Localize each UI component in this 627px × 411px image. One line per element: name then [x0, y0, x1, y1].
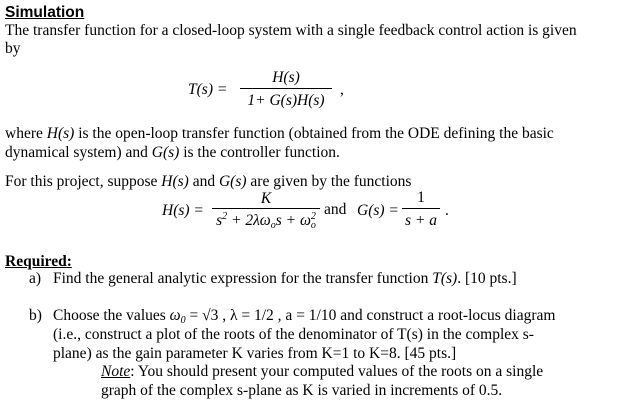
item-a-t: T(s) [432, 270, 458, 287]
item-b-values: = √3 , λ = 1/2 , a = 1/10 [189, 307, 337, 324]
project-line [5, 172, 411, 191]
where-line-1 [5, 124, 554, 143]
eq-t-numerator: H(s) [272, 69, 300, 86]
required-heading: Required: [5, 253, 72, 270]
project-text-2: and [188, 173, 219, 190]
item-a-body: Find the general analytic expression for the transfer function [53, 270, 429, 287]
item-b-text-2: and construct a root-locus diagram [340, 307, 556, 324]
where-h: H(s) [46, 125, 75, 142]
eq-h-fraction-bar [212, 208, 320, 209]
eq-g-period: . [445, 202, 449, 219]
item-b-text: Choose the values [53, 307, 166, 324]
project-text: For this project, suppose [5, 173, 162, 190]
section-heading: Simulation [5, 4, 85, 21]
eq-t-lhs: T(s) = [188, 81, 228, 98]
eq-t-comma: , [340, 81, 344, 98]
intro-line-1: The transfer function for a closed-loop system with a single feedback control action is given [5, 22, 577, 39]
eq-t-fraction-bar [240, 88, 332, 89]
eq-h-lhs: H(s) = [162, 202, 204, 219]
project-text-3: are given by the functions [246, 173, 412, 190]
where-text: where [5, 125, 47, 142]
where-text-4: is the controller function. [179, 144, 340, 161]
omega-symbol: $\omega_0$ [169, 307, 186, 326]
item-b-label: b) [29, 307, 42, 324]
where-text-2: is the open-loop transfer function (obtained from the ODE defining the basic [74, 125, 554, 142]
item-a-text [53, 269, 517, 288]
eq-h-denominator: $s^2 + 2\lambda\omega_os + \omega_o^2$ [216, 211, 316, 231]
item-a-label: a) [29, 270, 42, 287]
item-a-points: . [10 pts.] [457, 270, 517, 287]
eq-g-lhs: G(s) = [357, 202, 399, 219]
eq-g-fraction-bar [402, 208, 440, 209]
note-line-2: graph of the complex s-plane as K is varied in increments of 0.5. [101, 382, 503, 399]
where-g: G(s) [151, 144, 180, 161]
item-b-line-2: (i.e., construct a plot of the roots of the denominator of T(s) in the complex s- [53, 326, 534, 343]
eq-and: and [324, 201, 347, 218]
item-b-line-1 [53, 306, 555, 325]
eq-t-denominator: 1+ G(s)H(s) [247, 92, 325, 109]
where-text-3: dynamical system) and [5, 144, 152, 161]
eq-h-numerator: K [260, 190, 272, 207]
note-line-1 [101, 362, 543, 381]
where-line-2 [5, 143, 340, 162]
project-h: H(s) [161, 173, 189, 190]
note-text: : You should present your computed values of the roots on a single [130, 363, 544, 380]
project-g: G(s) [218, 173, 247, 190]
intro-line-2: by [5, 40, 21, 57]
eq-g-denominator: s + a [405, 212, 437, 229]
item-b-line-3: plane) as the gain parameter K varies from K=1 to K=8. [45 pts.] [53, 345, 457, 362]
note-label: Note [101, 363, 131, 380]
eq-g-numerator: 1 [417, 189, 425, 206]
